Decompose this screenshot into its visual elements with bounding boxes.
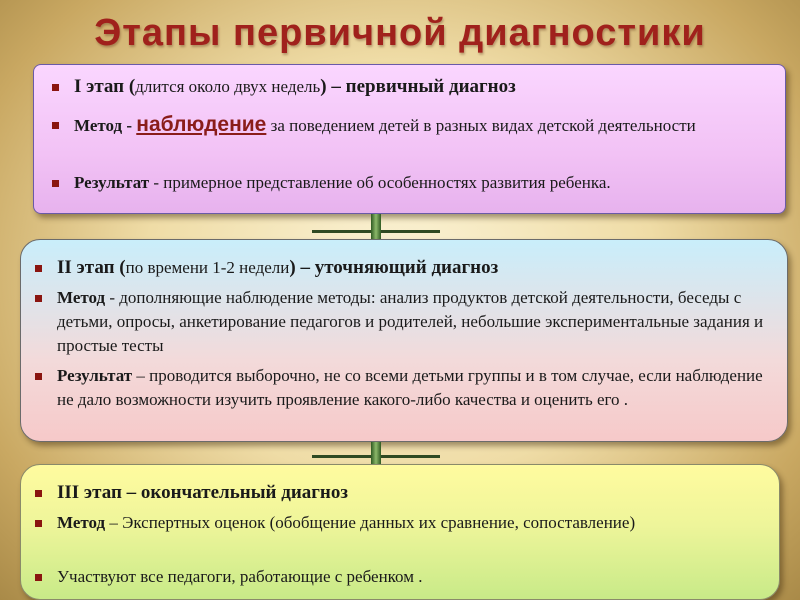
stage-2-heading: II этап (по времени 1-2 недели) – уточняющий диагноз: [57, 257, 499, 278]
bullet-icon: [35, 265, 42, 272]
bullet-icon: [52, 180, 59, 187]
bullet-icon: [35, 490, 42, 497]
stage-2-method-item: [35, 286, 773, 358]
stage-3-participants: Участвуют все педагоги, работающие с ребенком .: [57, 567, 423, 586]
stage-1-method: Метод - наблюдение за поведением детей в разных видах детской деятельности: [74, 113, 696, 136]
connector-2: [371, 442, 381, 464]
stage-2-result: Результат – проводится выборочно, не со всеми детьми группы и в том случае, если наблюдение не дало возможности изучить проявление какого-либо качества и оценить его .: [57, 366, 763, 409]
bullet-icon: [52, 84, 59, 91]
stage-1-result: Результат - примерное представление об особенностях развития ребенка.: [74, 173, 611, 192]
stage-1-box: [33, 64, 786, 214]
bullet-icon: [35, 295, 42, 302]
connector-1: [371, 214, 381, 239]
stage-3-heading: III этап – окончательный диагноз: [57, 482, 348, 503]
bullet-icon: [52, 122, 59, 129]
stage-3-participants-item: [35, 565, 765, 589]
bullet-icon: [35, 520, 42, 527]
stage-1-method-item: [52, 113, 771, 138]
stage-2-heading-item: [35, 256, 773, 280]
bullet-icon: [35, 574, 42, 581]
slide-title: Этапы первичной диагностики: [94, 12, 706, 54]
stage-3-method-item: [35, 511, 765, 535]
stage-2-method: Метод - дополняющие наблюдение методы: анализ продуктов детской деятельности, беседы с детьми, опросы, анкетирование педагогов и родителей, небольшие экспериментальные задания и простые тесты: [57, 288, 764, 355]
stage-3-heading-item: [35, 481, 765, 505]
stage-3-box: [20, 464, 780, 600]
stage-2-result-item: [35, 364, 773, 412]
stage-2-box: [20, 239, 788, 442]
stage-1-heading-item: [52, 75, 771, 99]
bullet-icon: [35, 373, 42, 380]
stage-1-result-item: [52, 171, 771, 195]
stage-1-heading: I этап (длится около двух недель) – первичный диагноз: [74, 76, 516, 97]
stage-3-method: Метод – Экспертных оценок (обобщение данных их сравнение, сопоставление): [57, 513, 636, 532]
method-accent: наблюдение: [136, 113, 267, 136]
